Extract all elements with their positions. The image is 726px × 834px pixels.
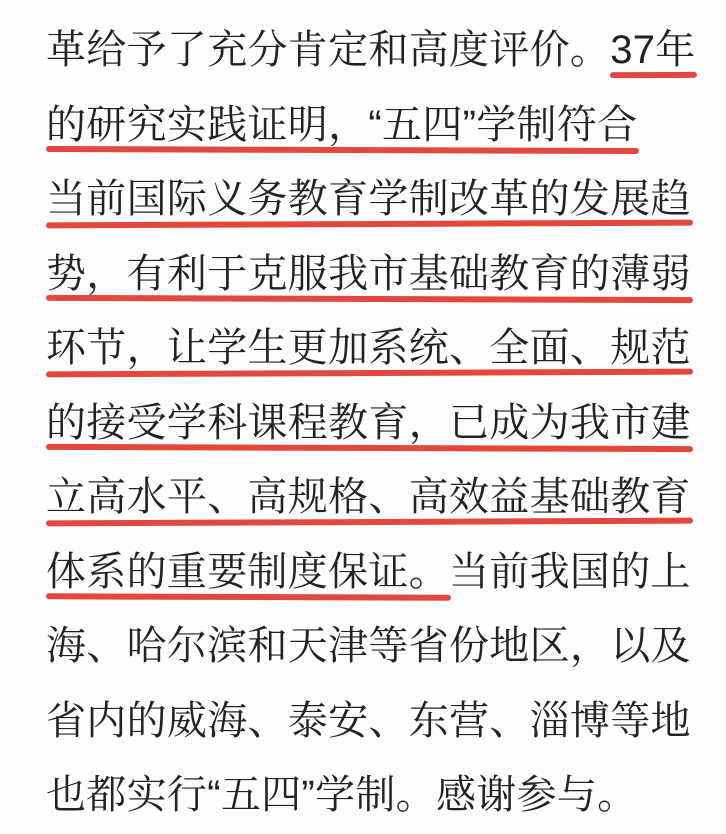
text-line [46,684,708,759]
text-line [46,13,708,88]
underlined-text-segment: 的研究实践证明，“五四”学制符合 [46,102,638,147]
text-segment: 革给予了充分肯定和高度评价。 [46,28,611,72]
text-segment: 海、哈尔滨和天津等省份地区，以及 [46,624,691,668]
text-line [46,535,708,610]
text-line [46,609,708,684]
text-line [46,758,708,833]
text-line [46,162,708,237]
text-line [46,88,708,163]
text-line [46,386,708,461]
text-segment: 省内的威海、泰安、东营、淄博等地 [46,698,691,743]
underlined-text-segment: 37年 [610,28,696,72]
text-line [46,237,708,312]
underlined-text-segment: 的接受学科课程教育，已成为我市建 [46,400,691,445]
underlined-text-segment: 体系的重要制度保证。 [46,549,449,594]
text-line [46,311,708,386]
text-line [46,460,708,535]
underlined-text-segment: 当前国际义务教育学制改革的发展趋 [46,177,691,221]
underlined-text-segment: 环节，让学生更加系统、全面、规范 [46,326,691,370]
underlined-text-segment: 势，有利于克服我市基础教育的薄弱 [46,251,691,296]
text-segment: 也都实行“五四”学制。感谢参与。 [46,773,638,817]
underlined-text-segment: 立高水平、高规格、高效益基础教育 [46,475,691,519]
text-segment: 当前我国的上 [449,549,691,594]
